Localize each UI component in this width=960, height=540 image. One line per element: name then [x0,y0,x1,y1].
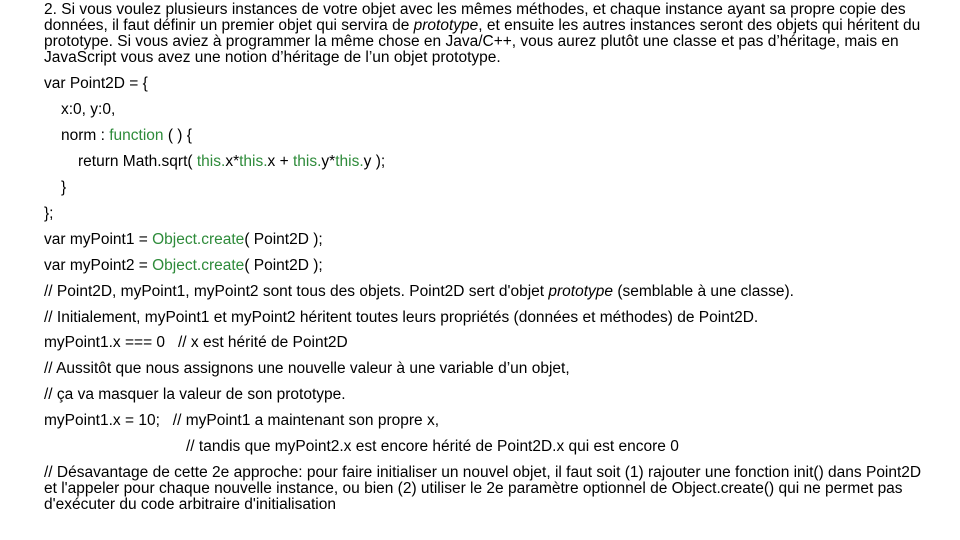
code-text: }; [44,205,54,222]
code-line-12 [44,360,570,378]
code-text: } [61,179,67,196]
code-line-2 [61,101,115,119]
code-text: var myPoint2 = [44,257,153,274]
code-text: x* [225,153,240,170]
code-text: myPoint1.x = 10; // myPoint1 a maintenant son propre x, [44,412,440,429]
code-text: // Point2D, myPoint1, myPoint2 sont tous des objets. Point2D sert d'objet [44,283,549,300]
code-text: var Point2D = { [44,75,148,92]
intro-emphasis: prototype [413,17,479,34]
keyword-this: this. [335,153,364,170]
code-text: // Initialement, myPoint1 et myPoint2 héritent toutes leurs propriétés (données et méthodes) de Point2D. [44,309,759,326]
code-line-14 [44,412,439,430]
code-text: var myPoint1 = [44,231,153,248]
keyword-object-create: Object.create [152,231,245,248]
code-line-15 [186,438,679,456]
code-line-13 [44,386,346,404]
code-text: y* [321,153,336,170]
keyword-object-create: Object.create [152,257,245,274]
intro-paragraph [44,2,934,66]
keyword-this: this. [292,153,322,170]
code-line-4 [78,153,385,171]
code-text: y ); [363,153,386,170]
code-text: ( ) { [163,127,192,144]
code-line-7 [44,231,323,249]
code-text: // ça va masquer la valeur de son prototype. [44,386,346,403]
code-text: // Aussitôt que nous assignons une nouvelle valeur à une variable d’un objet, [44,360,570,377]
code-text: myPoint1.x === 0 // x est hérité de Point2D [44,334,348,351]
intro-text-1: 2. Si vous voulez plusieurs instances de votre objet avec les mêmes méthodes, et chaque instance ayant sa propre copie des données, il faut définir un premier objet qui servira de [44,1,906,34]
code-line-8 [44,257,323,275]
code-text: // tandis que myPoint2.x est encore hérité de Point2D.x qui est encore 0 [186,438,679,455]
code-text: ( Point2D ); [244,257,323,274]
code-text: norm : [61,127,110,144]
code-text: x + [267,153,293,170]
code-text: x:0, y:0, [61,101,116,118]
keyword-this: this. [196,153,226,170]
code-text: return Math.sqrt( [78,153,197,170]
code-emphasis: prototype [548,283,614,300]
code-text: (semblable à une classe). [613,283,794,300]
keyword-this: this. [239,153,268,170]
outro-paragraph [44,465,934,513]
code-text: ( Point2D ); [244,231,323,248]
code-line-1 [44,75,148,93]
code-line-11 [44,334,348,352]
code-line-3 [61,127,192,145]
outro-text: // Désavantage de cette 2e approche: pour faire initialiser un nouvel objet, il faut soit (1) rajouter une fonction init() dans Point2D et l'appeler pour chaque nouvelle instance, ou bien (2) utiliser le 2e paramètre optionnel de Object.create() qui ne permet pas d'exécuter du code arbitraire d'initialisation [44,464,922,513]
keyword-function: function [109,127,164,144]
code-line-5 [61,179,66,197]
code-line-10 [44,309,758,327]
code-line-9 [44,283,794,301]
code-line-6 [44,205,53,223]
intro-text-2: , et ensuite les autres instances seront des objets qui héritent du prototype. Si vous aviez à programmer la même chose en Java/C++, vous aurez plutôt une classe et pas d’héritage, mais en JavaScript vous avez une notion d’héritage de l’un objet prototype. [44,17,921,66]
